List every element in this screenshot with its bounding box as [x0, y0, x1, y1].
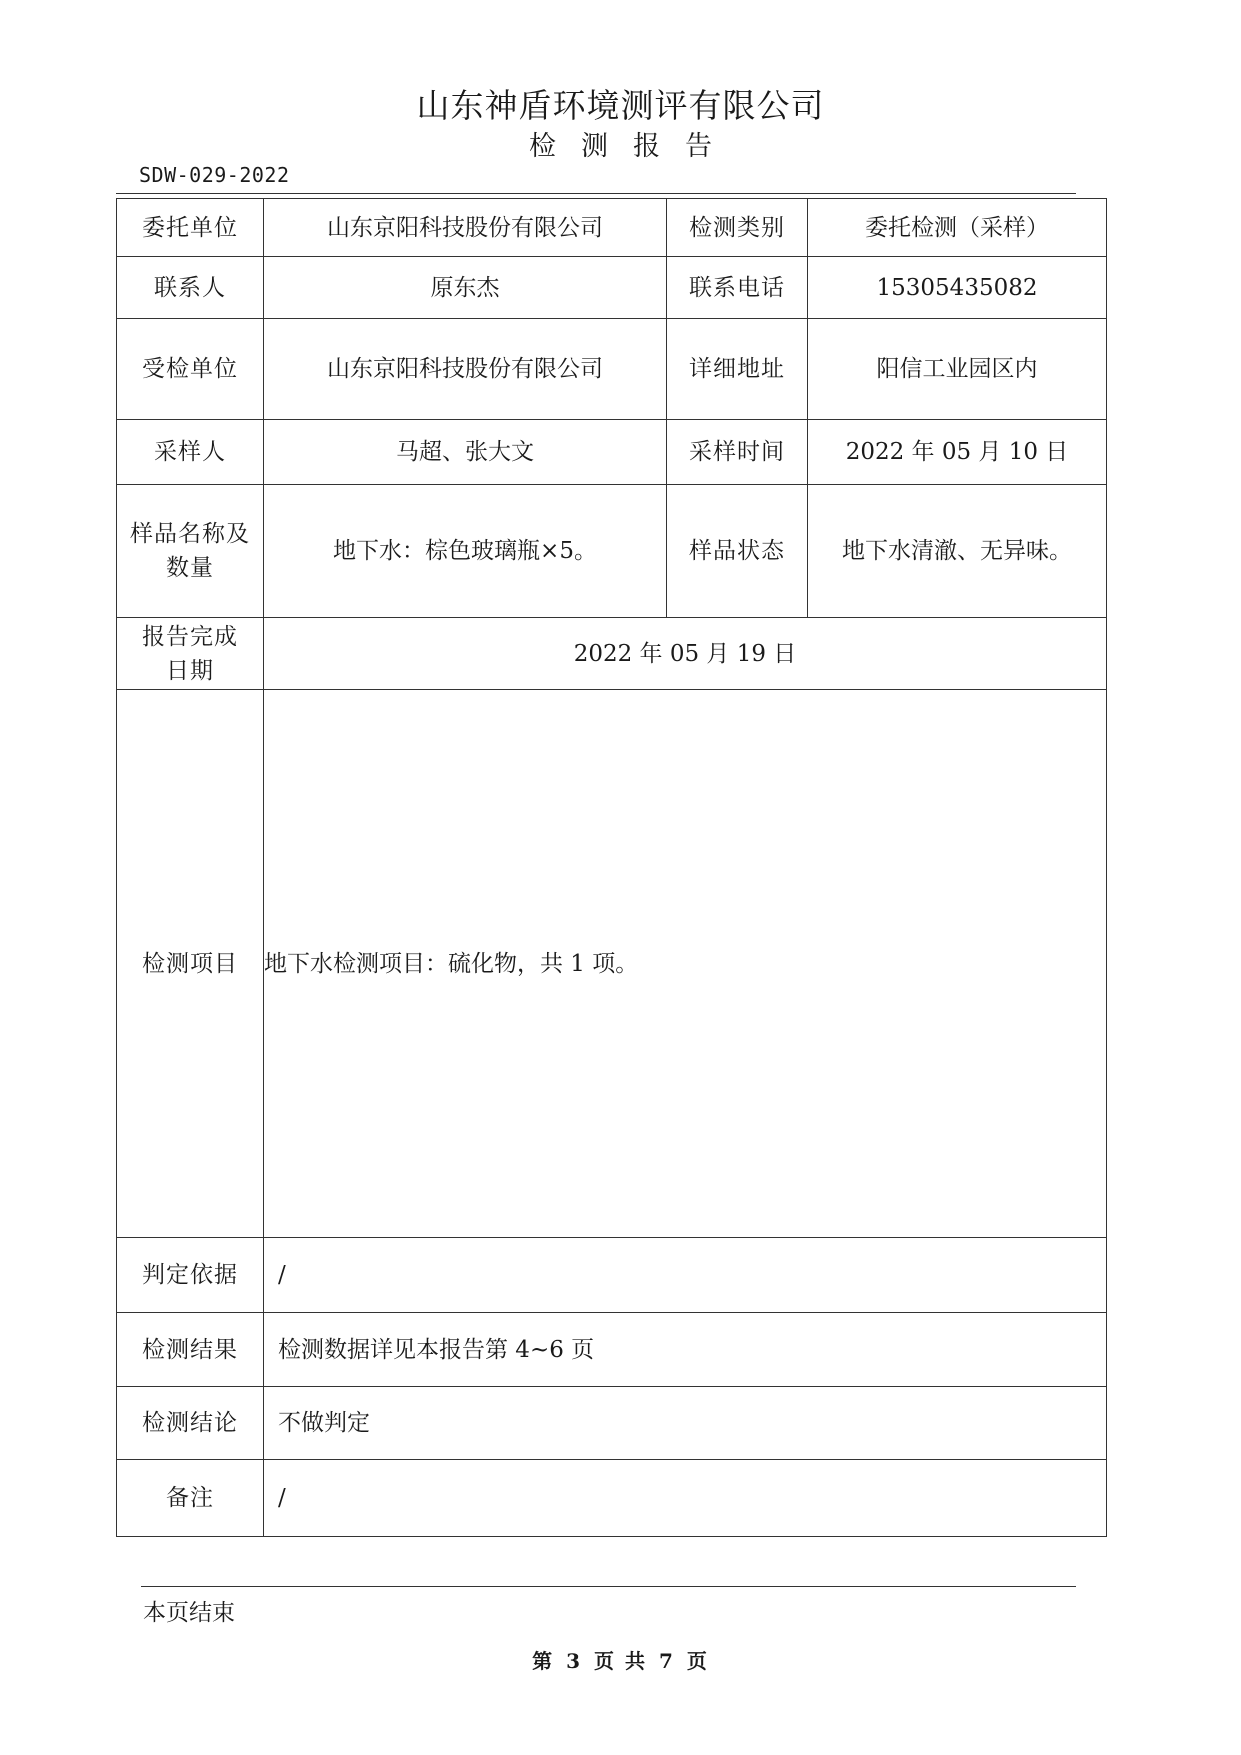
test-items-value: 地下水检测项目：硫化物，共 1 项。: [264, 690, 1107, 1238]
test-result-label: 检测结果: [117, 1313, 264, 1387]
page-suffix: 页: [686, 1649, 709, 1673]
page-mid: 页 共: [594, 1649, 647, 1673]
page-current: 3: [566, 1649, 583, 1673]
sample-name-label-line1: 样品名称及: [130, 521, 250, 547]
report-code: SDW-029-2022: [139, 163, 290, 187]
table-row: [117, 485, 1107, 618]
remark-label: 备注: [117, 1460, 264, 1537]
sampling-time-value: 2022 年 05 月 10 日: [808, 420, 1107, 485]
table-row: [117, 1387, 1107, 1460]
page-end-note: 本页结束: [143, 1600, 235, 1626]
report-subtitle: 检测报告: [529, 131, 737, 162]
footer-rule: [141, 1586, 1076, 1587]
sample-state-value: 地下水清澈、无异味。: [808, 485, 1107, 618]
sample-name-label: [117, 485, 264, 618]
page-total: 7: [658, 1649, 675, 1673]
sampling-time-label: 采样时间: [667, 420, 808, 485]
sampler-label: 采样人: [117, 420, 264, 485]
table-row: [117, 1460, 1107, 1537]
header-rule: [116, 193, 1076, 194]
test-conclusion-label: 检测结论: [117, 1387, 264, 1460]
sample-state-label: 样品状态: [667, 485, 808, 618]
table-row: [117, 690, 1107, 1238]
page-number: [0, 1645, 1241, 1674]
judgment-basis-label: 判定依据: [117, 1238, 264, 1313]
table-row: [117, 257, 1107, 319]
report-info-table: [116, 198, 1107, 1537]
contact-label: 联系人: [117, 257, 264, 319]
test-result-value: 检测数据详见本报告第 4~6 页: [264, 1313, 1107, 1387]
table-row: [117, 618, 1107, 690]
sample-name-value: 地下水：棕色玻璃瓶×5。: [264, 485, 667, 618]
table-row: [117, 1313, 1107, 1387]
report-date-label-line1: 报告完成: [142, 623, 238, 650]
page-prefix: 第: [532, 1649, 555, 1673]
contact-value: 原东杰: [264, 257, 667, 319]
report-date-label: [117, 618, 264, 690]
remark-value: /: [264, 1460, 1107, 1537]
sample-name-label-line2: 数量: [166, 555, 214, 581]
table-row: [117, 1238, 1107, 1313]
sampler-value: 马超、张大文: [264, 420, 667, 485]
report-date-label-line2: 日期: [166, 657, 214, 684]
phone-value: 15305435082: [808, 257, 1107, 319]
report-date-value: 2022 年 05 月 19 日: [264, 618, 1107, 690]
phone-label: 联系电话: [667, 257, 808, 319]
table-row: [117, 420, 1107, 485]
client-label: 委托单位: [117, 199, 264, 257]
table-row: [117, 199, 1107, 257]
table-row: [117, 319, 1107, 420]
test-items-label: 检测项目: [117, 690, 264, 1238]
judgment-basis-value: /: [264, 1238, 1107, 1313]
test-type-value: 委托检测（采样）: [808, 199, 1107, 257]
inspected-unit-label: 受检单位: [117, 319, 264, 420]
company-name: 山东神盾环境测评有限公司: [416, 86, 825, 125]
test-conclusion-value: 不做判定: [264, 1387, 1107, 1460]
address-value: 阳信工业园区内: [808, 319, 1107, 420]
test-type-label: 检测类别: [667, 199, 808, 257]
client-value: 山东京阳科技股份有限公司: [264, 199, 667, 257]
address-label: 详细地址: [667, 319, 808, 420]
inspected-unit-value: 山东京阳科技股份有限公司: [264, 319, 667, 420]
